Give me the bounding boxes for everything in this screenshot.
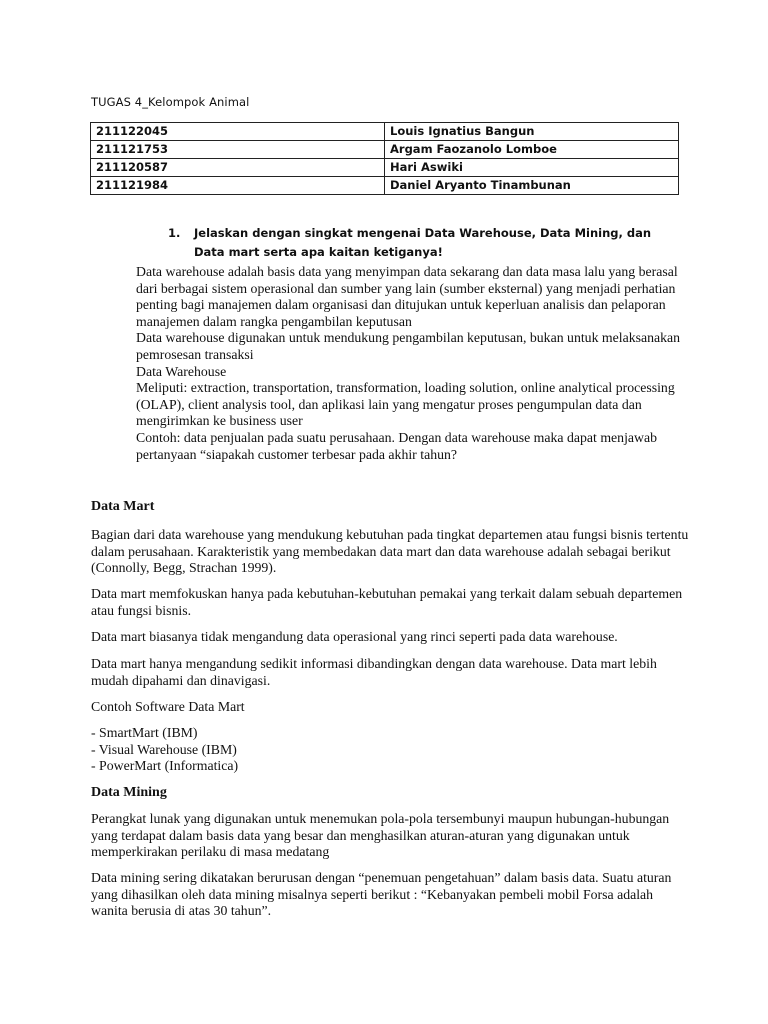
data-mart-paragraph: Data mart memfokuskan hanya pada kebutuhan-kebutuhan pemakai yang terkait dalam sebuah departemen atau fungsi bisnis. (91, 586, 683, 618)
member-name: Argam Faozanolo Lomboe (385, 141, 679, 159)
member-name: Hari Aswiki (385, 159, 679, 177)
data-mining-paragraph: Data mining sering dikatakan berurusan dengan “penemuan pengetahuan” dalam basis data. Suatu aturan yang dihasilkan oleh data mining misalnya seperti berikut : “Kebanyakan pembeli mobil Forsa adalah wanita berusia di atas 30 tahun”. (91, 870, 672, 919)
data-mining-heading: Data Mining (91, 785, 167, 800)
list-item: - SmartMart (IBM) (91, 725, 198, 740)
question-number: 1. (168, 226, 181, 240)
data-mart-paragraph: Data mart hanya mengandung sedikit informasi dibandingkan dengan data warehouse. Data mart lebih mudah dipahami dan dinavigasi. (91, 656, 657, 688)
answer-block (136, 264, 688, 463)
software-list-title: Contoh Software Data Mart (91, 699, 245, 714)
data-mining-paragraph: Perangkat lunak yang digunakan untuk menemukan pola-pola tersembunyi maupun hubungan-hubungan yang terdapat dalam basis data yang besar dan menghasilkan aturan-aturan yang digunakan untuk memperkirakan perilaku di masa medatang (91, 811, 670, 860)
member-nim: 211122045 (91, 123, 385, 141)
answer-paragraph: Contoh: data penjualan pada suatu perusahaan. Dengan data warehouse maka dapat menjawab pertanyaan “siapakah customer terbesar pada akhir tahun? (136, 429, 658, 462)
data-mart-paragraph: Bagian dari data warehouse yang mendukung kebutuhan pada tingkat departemen atau fungsi bisnis tertentu dalam perusahaan. Karakteristik yang membedakan data mart dan data warehouse adalah sebagai berikut (Connolly, Begg, Strachan 1999). (91, 527, 689, 576)
member-name: Louis Ignatius Bangun (385, 123, 679, 141)
software-list (91, 725, 691, 775)
list-item: - Visual Warehouse (IBM) (91, 741, 237, 757)
answer-paragraph: Data Warehouse (136, 363, 227, 379)
question-text: Jelaskan dengan singkat mengenai Data Warehouse, Data Mining, dan Data mart serta apa kaitan ketiganya! (194, 226, 652, 259)
members-table (90, 122, 679, 195)
answer-paragraph: Meliputi: extraction, transportation, transformation, loading solution, online analytical processing (OLAP), client analysis tool, dan aplikasi lain yang mengatur proses pengumpulan data dan mengirimkan ke business user (136, 380, 675, 429)
answer-paragraph: Data warehouse adalah basis data yang menyimpan data sekarang dan data masa lalu yang berasal dari berbagai sistem operasional dan sumber yang lain (sumber eksternal) yang menjadi perhatian penting bagi manajemen dalam organisasi dan ditujukan untuk keperluan analisis dan pelaporan manajemen dalam rangka pengambilan keputusan (136, 264, 678, 329)
member-nim: 211121984 (91, 177, 385, 195)
member-nim: 211120587 (91, 159, 385, 177)
table-row (91, 159, 679, 177)
member-nim: 211121753 (91, 141, 385, 159)
member-name: Daniel Aryanto Tinambunan (385, 177, 679, 195)
list-item: - PowerMart (Informatica) (91, 758, 239, 774)
data-mart-heading: Data Mart (91, 499, 155, 514)
table-row (91, 141, 679, 159)
data-mart-paragraph: Data mart biasanya tidak mengandung data operasional yang rinci seperti pada data warehouse. (91, 629, 618, 644)
answer-paragraph: Data warehouse digunakan untuk mendukung pengambilan keputusan, bukan untuk melaksanakan pemrosesan transaksi (136, 330, 681, 362)
table-row (91, 123, 679, 141)
document-title: TUGAS 4_Kelompok Animal (91, 95, 250, 109)
table-row (91, 177, 679, 195)
question-item (168, 224, 683, 262)
